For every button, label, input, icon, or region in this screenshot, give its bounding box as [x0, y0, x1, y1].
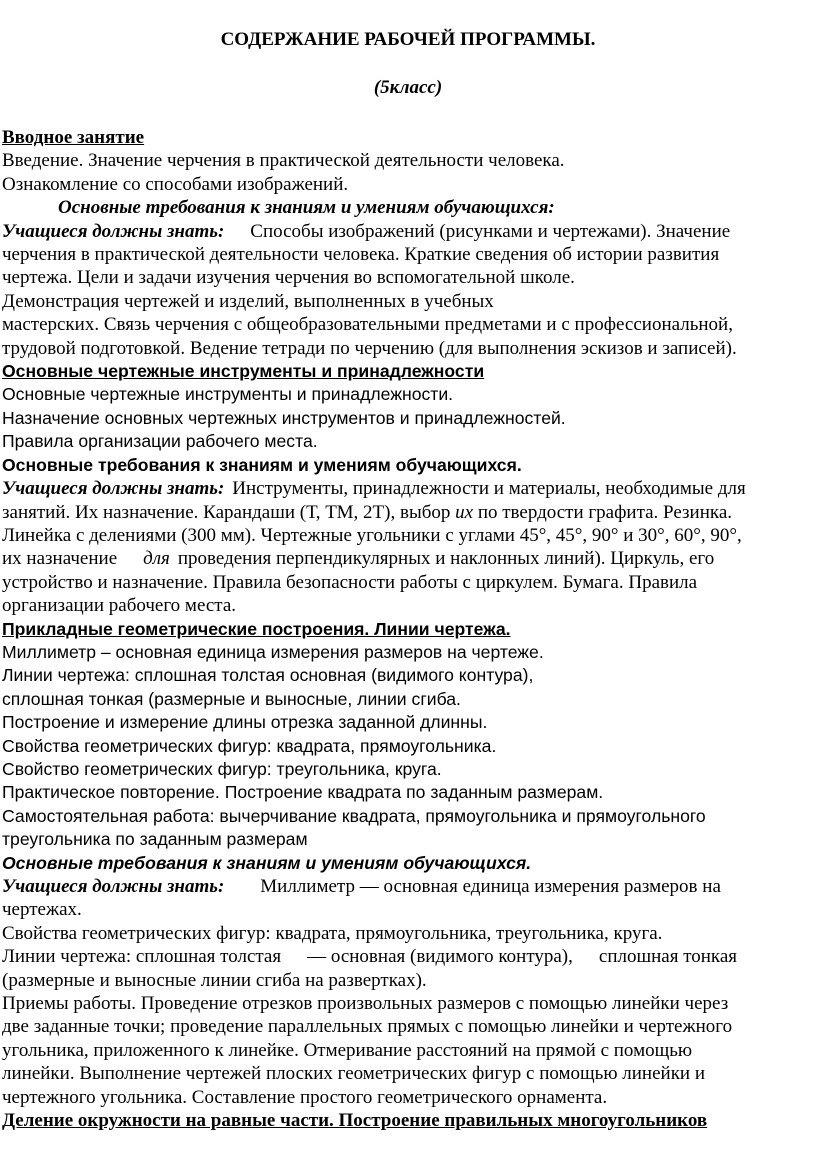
text-line: линейки. Выполнение чертежей плоских геометрических фигур с помощью линейки и	[2, 1063, 706, 1085]
know-label: Учащиеся должны знать:	[2, 220, 225, 242]
text-line: угольника, приложенного к линейке. Отмеривание расстояний на прямой с помощью	[2, 1039, 693, 1061]
text-fragment: Способы изображений (рисунками и чертежами). Значение	[250, 220, 731, 242]
text-fragment: их назначение	[2, 548, 118, 570]
text-line: чертежного угольника. Составление простого геометрического орнамента.	[2, 1086, 608, 1108]
text-line: чертежах.	[2, 899, 82, 921]
text-line: Назначение основных чертежных инструментов и принадлежностей.	[2, 407, 566, 428]
text-line: Самостоятельная работа: вычерчивание квадрата, прямоугольника и прямоугольного	[2, 805, 706, 826]
text-fragment: их	[455, 501, 474, 523]
text-line: Линии чертежа: сплошная толстая основная (видимого контура),	[2, 665, 534, 686]
section-heading-instruments: Основные чертежные инструменты и принадлежности	[2, 361, 485, 382]
text-line: Введение. Значение черчения в практической деятельности человека.	[2, 150, 565, 172]
text-line	[2, 547, 816, 570]
text-line: треугольника по заданным размерам	[2, 829, 308, 850]
text-line: Свойства геометрических фигур: квадрата, прямоугольника.	[2, 735, 497, 756]
document-title: СОДЕРЖАНИЕ РАБОЧЕЙ ПРОГРАММЫ.	[220, 29, 596, 50]
text-fragment: Линии чертежа: сплошная толстая	[2, 946, 282, 968]
text-fragment: 45°, 45°, 90° и 30°, 60°, 90°,	[519, 524, 742, 546]
requirements-heading: Основные требования к знаниям и умениям обучающихся.	[2, 852, 532, 873]
text-fragment: Инструменты, принадлежности и материалы, необходимые для	[232, 478, 746, 500]
text-line: мастерских. Связь черчения с общеобразовательными предметами и с профессиональной,	[2, 314, 733, 336]
text-line	[2, 945, 816, 968]
text-line	[2, 524, 816, 547]
text-line: Демонстрация чертежей и изделий, выполненных в учебных	[2, 290, 494, 312]
text-line: трудовой подготовкой. Ведение тетради по черчению (для выполнения эскизов и записей).	[2, 337, 737, 359]
text-line	[2, 501, 816, 524]
text-fragment: занятий. Их назначение. Карандаши (Т, ТМ, 2Т), выбор	[2, 501, 451, 523]
text-line: (размерные и выносные линии сгиба на развертках).	[2, 969, 427, 991]
requirements-heading: Основные требования к знаниям и умениям обучающихся:	[58, 197, 555, 219]
know-label: Учащиеся должны знать:	[2, 478, 225, 500]
requirements-heading: Основные требования к знаниям и умениям обучающихся.	[2, 454, 522, 475]
text-line: Миллиметр – основная единица измерения размеров на чертеже.	[2, 641, 544, 662]
text-line: Правила организации рабочего места.	[2, 431, 318, 452]
text-line: Основные чертежные инструменты и принадлежности.	[2, 384, 454, 405]
text-line: сплошная тонкая (размерные и выносные, линии сгиба.	[2, 688, 461, 709]
text-fragment: по твердости графита. Резинка.	[477, 501, 733, 523]
text-line	[2, 875, 816, 898]
text-line: устройство и назначение. Правила безопасности работы с циркулем. Бумага. Правила	[2, 571, 698, 593]
text-fragment: для	[143, 548, 170, 570]
text-fragment: — основная (видимого контура),	[307, 946, 573, 968]
text-line	[2, 477, 816, 500]
text-line: Практическое повторение. Построение квадрата по заданным размерам.	[2, 782, 604, 803]
text-line: Свойства геометрических фигур: квадрата, прямоугольника, треугольника, круга.	[2, 922, 663, 944]
text-line	[2, 220, 816, 243]
section-heading-constructions: Прикладные геометрические построения. Линии чертежа.	[2, 618, 511, 639]
text-line: Свойство геометрических фигур: треугольника, круга.	[2, 758, 442, 779]
text-line: Построение и измерение длины отрезка заданной длинны.	[2, 712, 488, 733]
text-line: Приемы работы. Проведение отрезков произвольных размеров с помощью линейки через	[2, 993, 729, 1015]
text-fragment: Миллиметр — основная единица измерения размеров на	[260, 876, 721, 897]
text-line: чертежа. Цели и задачи изучения черчения во вспомогательной школе.	[2, 267, 575, 289]
know-label: Учащиеся должны знать:	[2, 876, 225, 897]
section-heading-intro: Вводное занятие	[2, 127, 145, 148]
text-line: Ознакомление со способами изображений.	[2, 173, 349, 195]
text-line: черчения в практической деятельности человека. Краткие сведения об истории развития	[2, 244, 720, 266]
section-heading-circle-division: Деление окружности на равные части. Построение правильных многоугольников	[2, 1110, 708, 1132]
text-fragment: сплошная тонкая	[598, 946, 738, 968]
document-body	[2, 126, 816, 1132]
document-subtitle: (5класс)	[373, 77, 443, 98]
text-line: две заданные точки; проведение параллельных прямых с помощью линейки и чертежного	[2, 1016, 733, 1038]
text-fragment: проведения перпендикулярных и наклонных линий). Циркуль, его	[177, 548, 715, 570]
text-line: организации рабочего места.	[2, 595, 237, 617]
text-fragment: Линейка с делениями (300 мм). Чертежные угольники с углами	[2, 524, 515, 546]
